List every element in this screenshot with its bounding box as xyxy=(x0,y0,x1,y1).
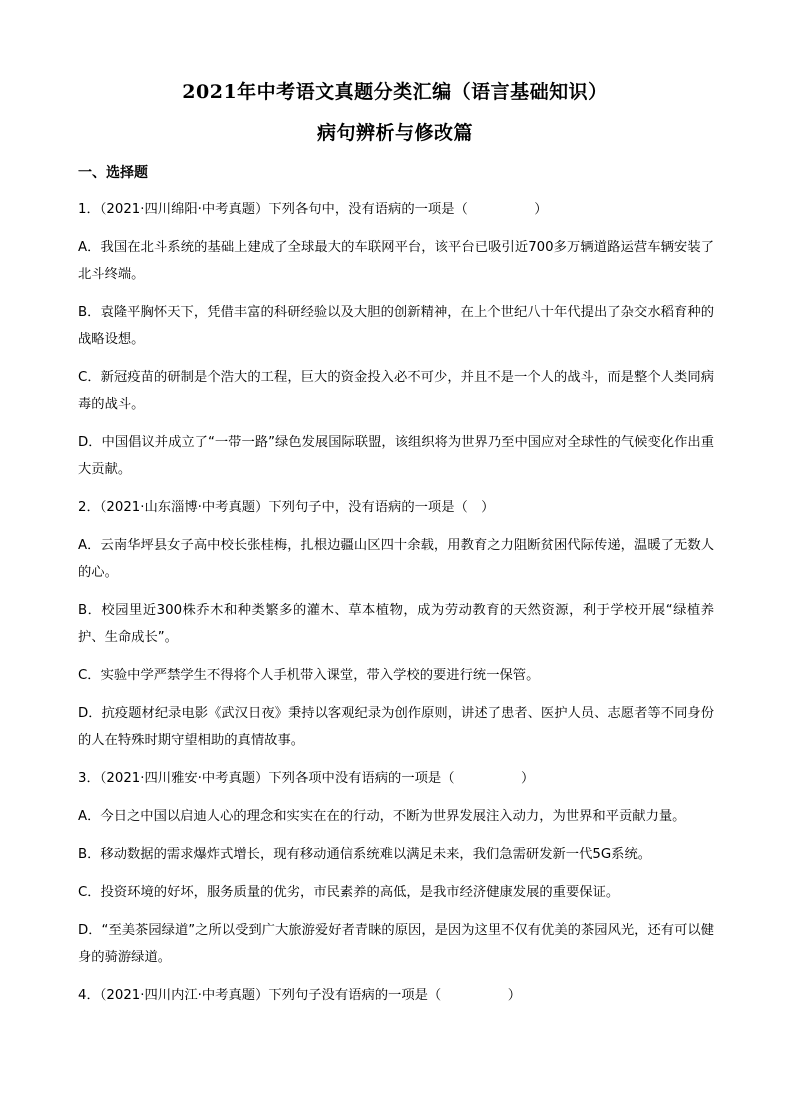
question-stem: 3．（2021·四川雅安·中考真题）下列各项中没有语病的一项是（ ） xyxy=(78,771,535,786)
option-d: D．中国倡议并成立了“一带一路”绿色发展国际联盟，该组织将为世界乃至中国应对全球性的气候变化作出重大贡献。 xyxy=(78,435,714,477)
question-1 xyxy=(78,196,714,483)
option-d: D．“至美茶园绿道”之所以受到广大旅游爱好者青睐的原因，是因为这里不仅有优美的茶园风光，还有可以健身的骑游绿道。 xyxy=(78,923,714,965)
question-4 xyxy=(78,982,714,1009)
option-a: A．我国在北斗系统的基础上建成了全球最大的车联网平台，该平台已吸引近700多万辆道路运营车辆安装了北斗终端。 xyxy=(78,240,714,282)
question-stem: 1．（2021·四川绵阳·中考真题）下列各句中，没有语病的一项是（ ） xyxy=(78,202,548,217)
option-a: A．今日之中国以启迪人心的理念和实实在在的行动，不断为世界发展注入动力，为世界和平贡献力量。 xyxy=(78,809,686,824)
option-d: D．抗疫题材纪录电影《武汉日夜》秉持以客观纪录为创作原则，讲述了患者、医护人员、志愿者等不同身份的人在特殊时期守望相助的真情故事。 xyxy=(78,706,714,748)
question-stem: 2．（2021·山东淄博·中考真题）下列句子中，没有语病的一项是（ ） xyxy=(78,500,495,515)
document-subtitle: 病句辨析与修改篇 xyxy=(316,122,473,144)
section-heading: 一、选择题 xyxy=(78,165,148,181)
option-a: A．云南华坪县女子高中校长张桂梅，扎根边疆山区四十余载，用教育之力阻断贫困代际传递，温暖了无数人的心。 xyxy=(78,538,714,580)
question-3 xyxy=(78,765,714,971)
option-c: C．新冠疫苗的研制是个浩大的工程，巨大的资金投入必不可少，并且不是一个人的战斗，而是整个人类同病毒的战斗。 xyxy=(78,370,714,412)
option-b: B．袁隆平胸怀天下，凭借丰富的科研经验以及大胆的创新精神，在上个世纪八十年代提出了杂交水稻育种的战略设想。 xyxy=(78,305,714,347)
option-c: C．投资环境的好坏，服务质量的优劣，市民素养的高低，是我市经济健康发展的重要保证。 xyxy=(78,885,620,900)
question-2 xyxy=(78,494,714,754)
document-title: 2021年中考语文真题分类汇编（语言基础知识） xyxy=(182,81,608,103)
question-list xyxy=(78,196,714,1020)
question-stem: 4．（2021·四川内江·中考真题）下列句子没有语病的一项是（ ） xyxy=(78,988,522,1003)
option-c: C．实验中学严禁学生不得将个人手机带入课堂，带入学校的要进行统一保管。 xyxy=(78,668,540,683)
option-b: B．校园里近300株乔木和种类繁多的灌木、草本植物，成为劳动教育的天然资源，利于学校开展“绿植养护、生命成长”。 xyxy=(78,603,714,645)
option-b: B．移动数据的需求爆炸式增长，现有移动通信系统难以满足未来，我们急需研发新一代5G系统。 xyxy=(78,847,652,862)
